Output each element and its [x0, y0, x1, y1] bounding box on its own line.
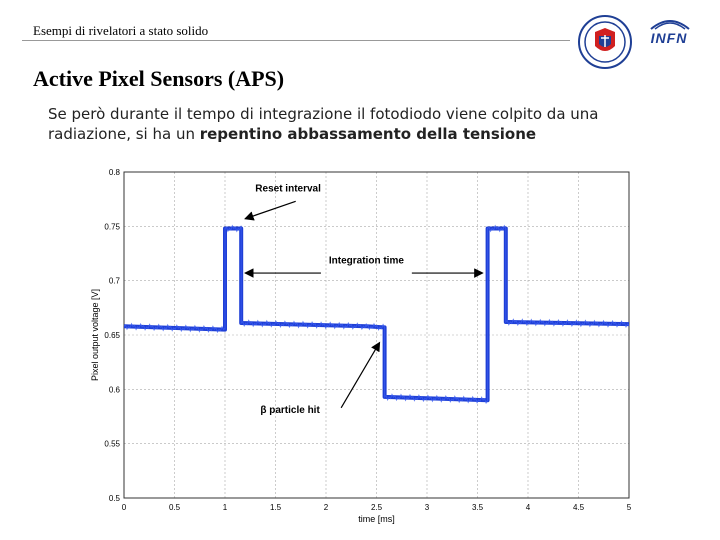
y-tick-label: 0.55	[104, 439, 120, 449]
x-tick-label: 4	[525, 503, 531, 512]
x-tick-label: 0	[121, 503, 127, 512]
y-tick-label: 0.8	[108, 168, 120, 177]
slide-title: Active Pixel Sensors (APS)	[33, 66, 285, 91]
arrow-reset-interval	[245, 201, 296, 218]
body-line-2-prefix: radiazione, si ha un	[48, 125, 200, 143]
x-tick-label: 1	[222, 503, 228, 512]
grid	[124, 172, 629, 498]
slide-body	[48, 104, 668, 144]
y-axis-label: Pixel output voltage [V]	[90, 288, 100, 382]
y-tick-label: 0.7	[108, 276, 120, 286]
x-tick-label: 2	[323, 503, 329, 512]
y-tick-label: 0.75	[104, 222, 120, 232]
university-seal-icon	[577, 14, 633, 70]
header-title: Esempi di rivelatori a stato solido	[33, 23, 209, 38]
body-line-1: Se però durante il tempo di integrazione il fotodiodo viene colpito da una	[48, 105, 599, 123]
x-tick-label: 2.5	[370, 503, 383, 512]
annotation-integration-time: Integration time	[328, 255, 404, 267]
infn-logo-text: INFN	[650, 30, 688, 46]
x-tick-label: 3	[424, 503, 430, 512]
y-tick-label: 0.5	[108, 494, 120, 503]
arrow-beta-hit	[341, 343, 379, 408]
x-tick-label: 0.5	[168, 503, 181, 512]
body-line-2-emphasis: repentino abbassamento della tensione	[199, 125, 537, 143]
annotation-beta-hit: β particle hit	[260, 405, 320, 417]
y-tick-label: 0.65	[104, 331, 120, 340]
x-axis-label: time [ms]	[358, 514, 395, 524]
y-tick-label: 0.6	[108, 385, 120, 395]
x-tick-label: 4.5	[572, 503, 585, 512]
voltage-time-chart	[84, 162, 644, 527]
voltage-trace	[124, 229, 629, 401]
x-tick-label: 3.5	[471, 503, 484, 512]
axis-ticks	[104, 168, 631, 512]
x-tick-label: 5	[626, 503, 632, 512]
header-rule	[22, 40, 570, 41]
annotation-reset-interval: Reset interval	[255, 183, 321, 195]
x-tick-label: 1.5	[269, 503, 282, 512]
